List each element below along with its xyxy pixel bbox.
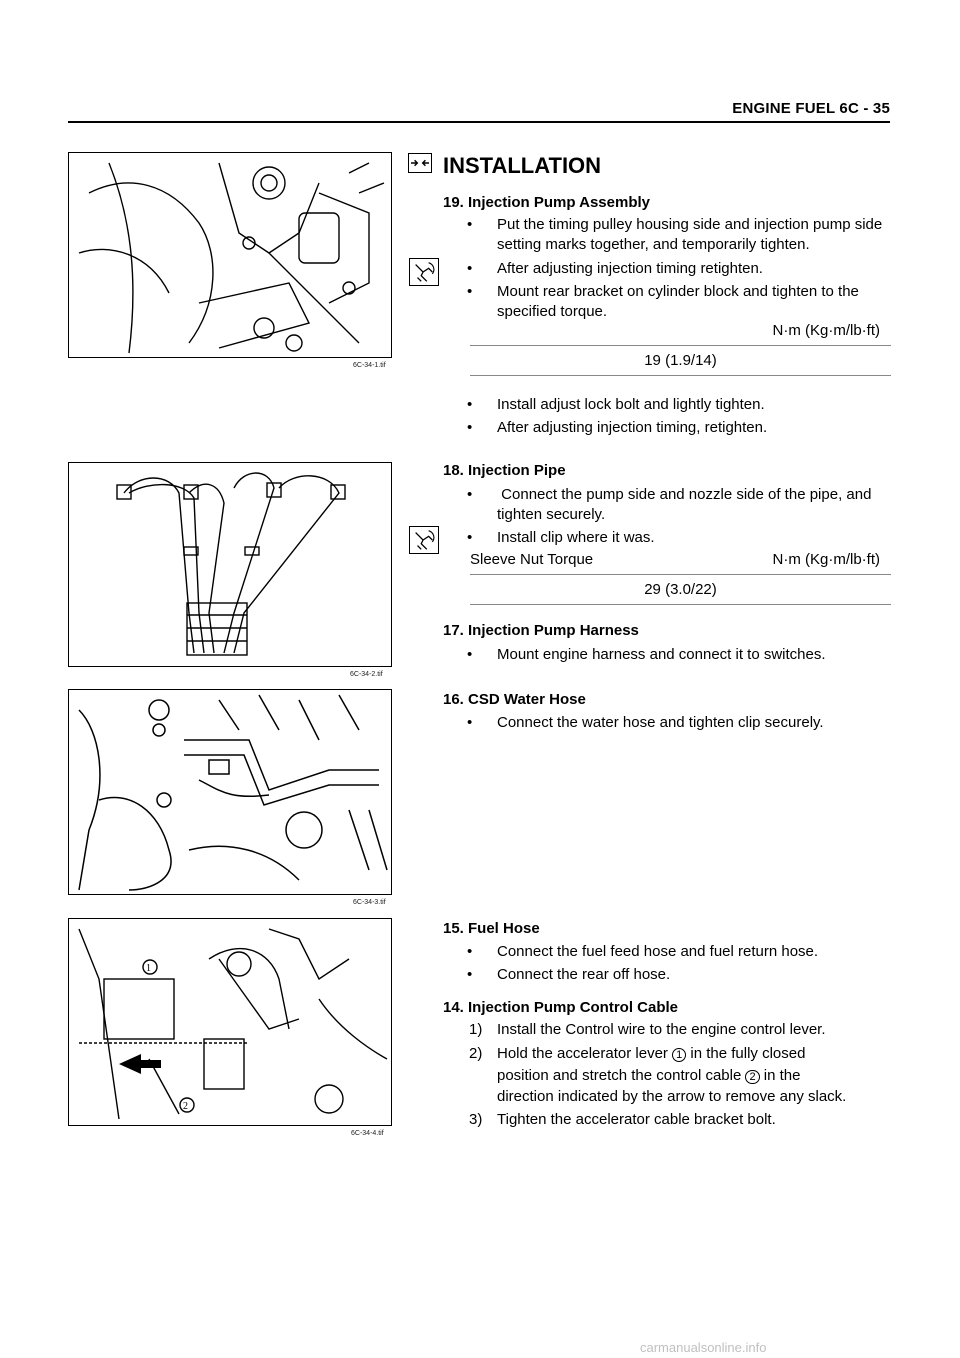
ref-callout-2: 2 — [745, 1070, 759, 1084]
step-14-item-2-line-1: Hold the accelerator lever 1 in the fully closed — [497, 1045, 806, 1062]
figure-caption: 6C-34-1.tif — [353, 362, 386, 369]
step-19-title: 19. Injection Pump Assembly — [443, 194, 651, 211]
step-15-bullet-1: Connect the fuel feed hose and fuel return hose. — [497, 943, 819, 960]
step-14-title: 14. Injection Pump Control Cable — [443, 999, 679, 1016]
bullet: • — [467, 283, 473, 300]
injection-pipe-drawing — [69, 463, 391, 666]
step-17-bullet-1: Mount engine harness and connect it to switches. — [497, 646, 826, 663]
figure-caption: 6C-34-2.tif — [350, 671, 383, 678]
step-17-title: 17. Injection Pump Harness — [443, 622, 639, 639]
figure-injection-pipe — [68, 462, 392, 667]
step-18-bullet-2: Install clip where it was. — [497, 529, 655, 546]
step-14-num-1: 1) — [469, 1021, 483, 1038]
table-rule — [470, 604, 891, 605]
figure-caption: 6C-34-4.tif — [351, 1130, 384, 1137]
step-14-num-2: 2) — [469, 1045, 483, 1062]
step-19-bullet-3: Mount rear bracket on cylinder block and tighten to the specified torque. — [497, 283, 859, 320]
control-cable-drawing — [69, 919, 391, 1125]
step-16-title: 16. CSD Water Hose — [443, 691, 586, 708]
section-title: INSTALLATION — [443, 153, 602, 178]
torque-unit: N·m (Kg·m/lb·ft) — [772, 322, 880, 339]
bullet: • — [467, 943, 473, 960]
torque-label: Sleeve Nut Torque — [470, 551, 594, 568]
callout-1: 1 — [146, 963, 151, 974]
step-15-title: 15. Fuel Hose — [443, 920, 540, 937]
bullet: • — [467, 396, 473, 413]
page-header-title: ENGINE FUEL 6C - 35 — [732, 100, 890, 117]
bullet: • — [467, 966, 473, 983]
torque-unit: N·m (Kg·m/lb·ft) — [772, 551, 880, 568]
table-rule — [470, 375, 891, 376]
arrows-inward-icon — [408, 153, 432, 173]
direction-arrow-icon — [119, 1054, 161, 1074]
bullet: • — [467, 714, 473, 731]
step-14-item-2-line-2: position and stretch the control cable 2 in the — [497, 1067, 801, 1084]
step-19-bullet-4: Install adjust lock bolt and lightly tighten. — [497, 396, 765, 413]
torque-value: 29 (3.0/22) — [644, 581, 717, 598]
step-19-bullet-2: After adjusting injection timing retighten. — [497, 260, 763, 277]
csd-water-hose-drawing — [69, 690, 391, 894]
step-18-bullet-1: Connect the pump side and nozzle side of the pipe, and tighten securely. — [497, 486, 876, 523]
step-19-bullet-5: After adjusting injection timing, retighten. — [497, 419, 768, 436]
step-14-item-1: Install the Control wire to the engine control lever. — [497, 1021, 826, 1038]
torque-value: 19 (1.9/14) — [644, 352, 717, 369]
header-rule — [68, 121, 890, 123]
step-16-bullet-1: Connect the water hose and tighten clip securely. — [497, 714, 824, 731]
ref-callout-1: 1 — [672, 1048, 686, 1062]
figure-csd-water-hose — [68, 689, 392, 895]
wrench-tighten-icon — [409, 526, 439, 554]
bullet: • — [467, 260, 473, 277]
bullet: • — [467, 419, 473, 436]
bullet: • — [467, 216, 473, 233]
figure-caption: 6C-34-3.tif — [353, 899, 386, 906]
step-14-num-3: 3) — [469, 1111, 483, 1128]
bullet: • — [467, 529, 473, 546]
injection-pump-drawing — [69, 153, 391, 357]
footer-watermark[interactable]: carmanualsonline.info — [640, 1340, 767, 1355]
figure-injection-pump — [68, 152, 392, 358]
bullet: • — [467, 486, 473, 503]
step-14-item-3: Tighten the accelerator cable bracket bolt. — [497, 1111, 776, 1128]
step-15-bullet-2: Connect the rear off hose. — [497, 966, 671, 983]
step-14-item-2-line-3: direction indicated by the arrow to remove any slack. — [497, 1088, 847, 1105]
figure-control-cable — [68, 918, 392, 1126]
table-rule — [470, 345, 891, 346]
step-18-title: 18. Injection Pipe — [443, 462, 566, 479]
table-rule — [470, 574, 891, 575]
wrench-tighten-icon — [409, 258, 439, 286]
step-19-bullet-1: Put the timing pulley housing side and injection pump side setting marks together, and temporarily tighten. — [497, 216, 883, 253]
callout-2: 2 — [183, 1101, 188, 1112]
bullet: • — [467, 646, 473, 663]
